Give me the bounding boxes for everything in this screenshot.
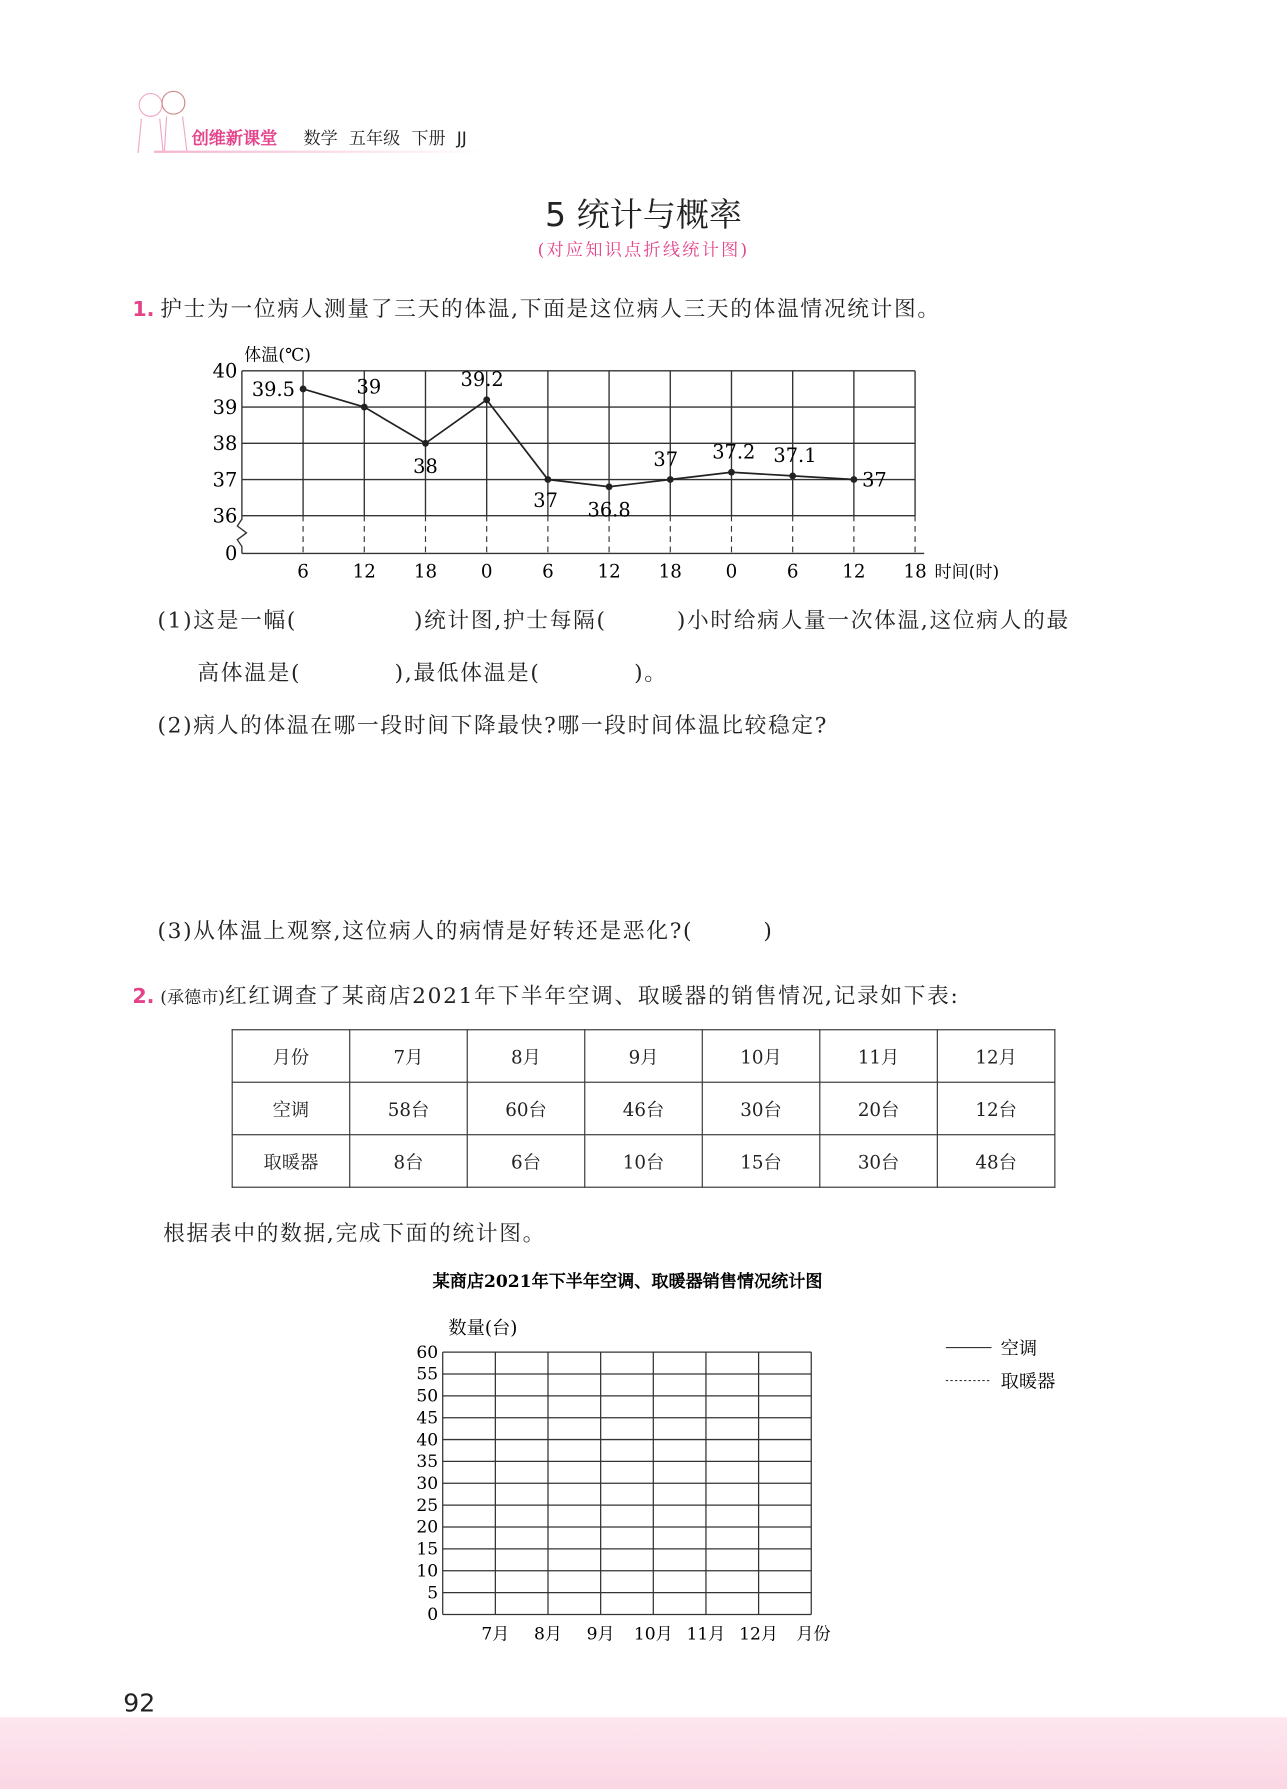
table-cell: 8台	[350, 1135, 468, 1187]
x-tick-label: 0	[480, 561, 493, 583]
table-cell: 10台	[585, 1135, 703, 1187]
y-tick-label: 0	[224, 542, 238, 566]
x-tick-label: 9月	[586, 1624, 615, 1645]
q1-part1-line1: (1)这是一幅( )统计图,护士每隔( )小时给病人量一次体温,这位病人的最	[157, 608, 1070, 634]
y-tick-label: 55	[416, 1364, 439, 1385]
brand-label: 创维新课堂	[191, 127, 278, 149]
data-label: 37	[533, 488, 558, 512]
data-label: 36.8	[587, 498, 631, 522]
data-point	[728, 469, 735, 476]
y-tick-label: 37	[212, 468, 238, 492]
y-tick-label: 50	[416, 1386, 439, 1407]
data-label: 39.5	[251, 377, 295, 401]
data-label: 38	[413, 454, 438, 478]
x-tick-label: 12	[352, 561, 376, 583]
table-cell: 15台	[702, 1135, 820, 1187]
table-cell: 11月	[820, 1030, 938, 1082]
temperature-line-chart	[0, 0, 1287, 593]
footer-band	[0, 1717, 1287, 1789]
chart-title: 某商店2021年下半年空调、取暖器销售情况统计图	[432, 1272, 823, 1293]
data-point	[789, 472, 796, 479]
question-2	[132, 979, 959, 1010]
table-cell: 30台	[702, 1082, 820, 1134]
table-cell: 10月	[702, 1030, 820, 1082]
x-axis-label: 时间(时)	[934, 562, 1000, 583]
y-tick-label: 0	[427, 1605, 439, 1626]
table-cell: 20台	[820, 1082, 938, 1134]
y-tick-label: 35	[416, 1452, 439, 1473]
y-axis-label: 数量(台)	[448, 1317, 518, 1339]
question-number: 2.	[132, 984, 155, 1009]
y-tick-label: 20	[416, 1517, 439, 1538]
q1-part2: (2)病人的体温在哪一段时间下降最快?哪一段时间体温比较稳定?	[157, 713, 829, 739]
table-row	[232, 1082, 1055, 1134]
data-point	[850, 476, 857, 483]
q2-instruction: 根据表中的数据,完成下面的统计图。	[163, 1220, 547, 1246]
data-point	[422, 440, 429, 447]
table-cell: 9月	[585, 1030, 703, 1082]
y-tick-label: 30	[416, 1474, 439, 1495]
sales-blank-chart	[0, 1255, 1287, 1654]
y-tick-label: 15	[416, 1539, 439, 1560]
section-subtitle: (对应知识点折线统计图)	[537, 239, 750, 261]
y-axis-break	[237, 371, 246, 554]
x-tick-label: 18	[658, 561, 682, 583]
x-tick-label: 12	[842, 561, 866, 583]
question-source: (承德市)	[160, 986, 225, 1008]
table-cell: 6台	[467, 1135, 585, 1187]
table-cell: 46台	[585, 1082, 703, 1134]
data-point	[361, 404, 368, 411]
question-text: 红红调查了某商店2021年下半年空调、取暖器的销售情况,记录如下表:	[224, 983, 960, 1009]
data-point	[667, 476, 674, 483]
table-cell: 12台	[937, 1082, 1055, 1134]
x-tick-label: 6	[297, 561, 309, 583]
data-label: 37	[653, 447, 679, 471]
y-tick-label: 10	[416, 1561, 439, 1582]
table-cell: 30台	[820, 1135, 938, 1187]
table-header-row	[232, 1030, 1055, 1082]
legend-label: 空调	[1000, 1338, 1038, 1360]
x-tick-label: 6	[786, 561, 799, 583]
table-row	[232, 1135, 1055, 1187]
x-tick-label: 6	[542, 561, 554, 583]
data-point	[300, 386, 307, 393]
data-point	[544, 476, 551, 483]
x-tick-label: 12月	[739, 1624, 779, 1645]
book-info: 数学 五年级 下册 JJ	[303, 127, 467, 149]
x-tick-label: 18	[903, 561, 927, 583]
table-cell: 12月	[937, 1030, 1055, 1082]
table-cell: 60台	[467, 1082, 585, 1134]
page-number: 92	[123, 1689, 156, 1719]
y-tick-label: 5	[427, 1583, 439, 1604]
x-tick-label: 7月	[481, 1624, 510, 1645]
data-label: 39.2	[460, 368, 504, 392]
data-label: 37.1	[773, 444, 817, 468]
y-tick-label: 40	[416, 1430, 439, 1451]
question-text: 护士为一位病人测量了三天的体温,下面是这位病人三天的体温情况统计图。	[160, 296, 941, 322]
x-tick-label: 11月	[686, 1624, 726, 1645]
q1-part3: (3)从体温上观察,这位病人的病情是好转还是恶化?( )	[157, 918, 774, 944]
y-axis-label: 体温(℃)	[244, 345, 311, 366]
x-tick-label: 18	[413, 561, 438, 583]
data-point	[483, 396, 490, 403]
question-number: 1.	[132, 297, 155, 322]
data-label: 37	[862, 468, 887, 492]
y-tick-label: 38	[212, 432, 238, 456]
table-cell: 取暖器	[232, 1135, 350, 1187]
x-tick-label: 12	[597, 561, 621, 583]
table-cell: 58台	[350, 1082, 468, 1134]
data-label: 39	[356, 375, 382, 399]
table-cell: 48台	[937, 1135, 1055, 1187]
y-tick-label: 36	[212, 504, 238, 528]
legend-label: 取暖器	[1000, 1371, 1056, 1393]
y-tick-label: 60	[416, 1342, 439, 1363]
x-tick-label: 8月	[534, 1624, 563, 1645]
temperature-line	[303, 389, 854, 487]
data-label: 37.2	[712, 440, 756, 464]
y-tick-label: 45	[416, 1408, 439, 1429]
y-tick-label: 25	[416, 1495, 439, 1516]
x-tick-label: 10月	[633, 1624, 673, 1645]
data-point	[606, 483, 613, 490]
x-axis-label: 月份	[796, 1624, 831, 1645]
x-tick-label: 0	[725, 561, 738, 583]
table-cell: 7月	[350, 1030, 468, 1082]
section-title: 5 统计与概率	[545, 195, 743, 234]
sales-table	[232, 1029, 1056, 1188]
y-tick-label: 40	[212, 359, 238, 383]
q1-part1-line2: 高体温是( ),最低体温是( )。	[197, 660, 668, 686]
table-cell: 空调	[232, 1082, 350, 1134]
y-tick-label: 39	[212, 395, 238, 419]
table-cell: 8月	[467, 1030, 585, 1082]
table-cell: 月份	[232, 1030, 350, 1082]
